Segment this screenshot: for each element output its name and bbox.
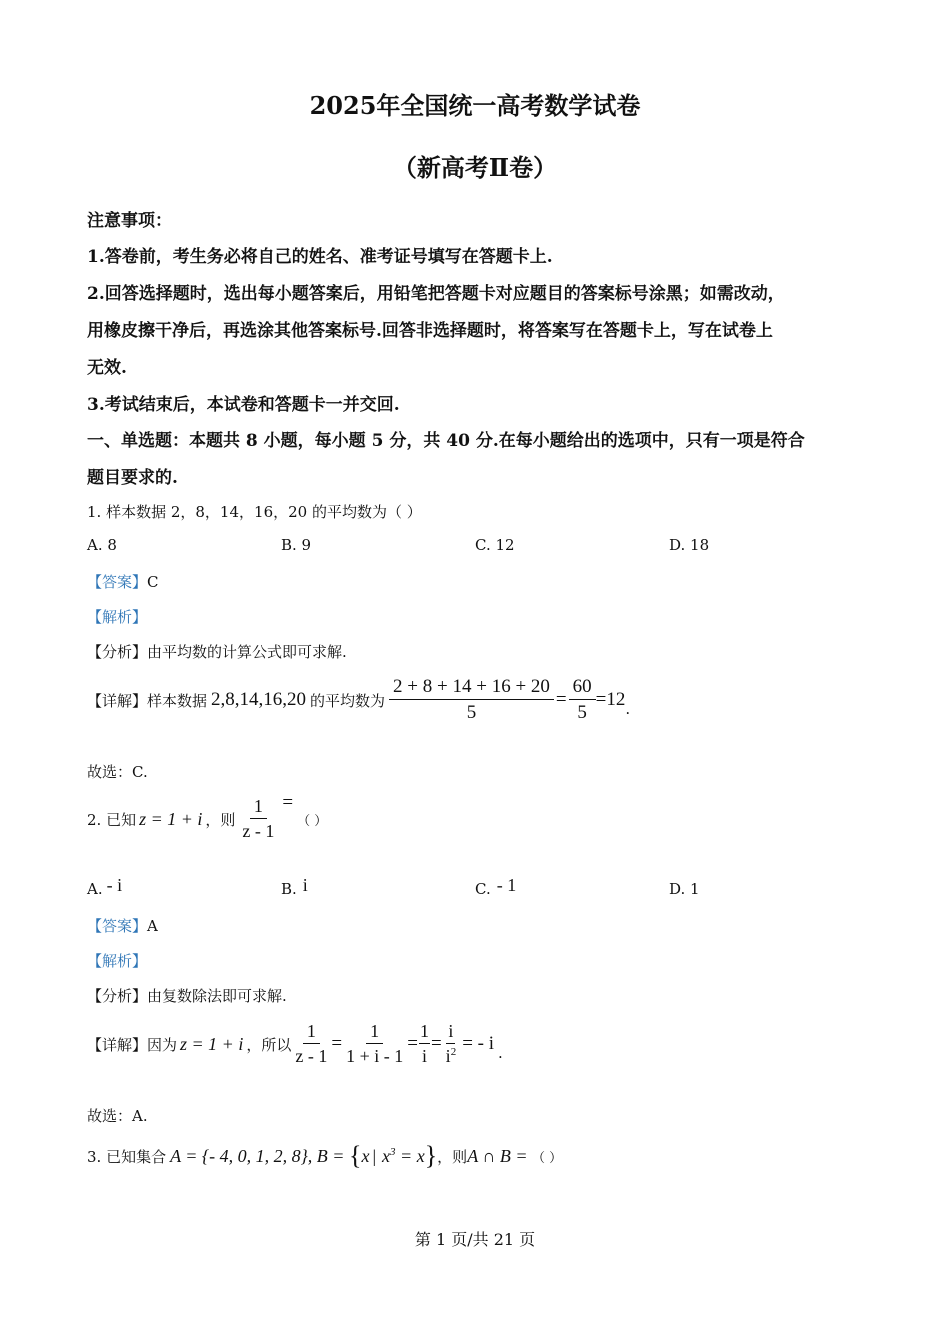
q2-detail (87, 1016, 503, 1072)
q1-fenxi (87, 641, 347, 662)
fraction-numerator: 60 (569, 676, 596, 700)
detail-z: z = 1 + i (180, 1033, 244, 1054)
fenxi-text: 由平均数的计算公式即可求解. (147, 643, 347, 661)
choose-value: A. (132, 1107, 148, 1125)
fenxi-text: 由复数除法即可求解. (147, 987, 287, 1005)
option-label: A. (87, 880, 103, 898)
q3-stem (87, 1136, 562, 1176)
page-title: 2025年全国统一高考数学试卷 (309, 91, 641, 120)
q1-fraction-sum (389, 676, 554, 724)
q3-set-a: A = {- 4, 0, 1, 2, 8}, B = (170, 1145, 349, 1166)
q2-answer (87, 915, 158, 936)
q1-choose (87, 761, 148, 782)
q2-stem-prefix: 2. 已知 (87, 810, 137, 829)
q3-set-b-open: { (348, 1141, 362, 1170)
fraction-numerator: 1 (250, 796, 267, 819)
fraction-numerator: 2 + 8 + 14 + 16 + 20 (389, 676, 554, 700)
q1-stem: 1. 样本数据 2，8，14，16，20 的平均数为（ ） (87, 503, 422, 521)
section-heading-line-1: 一、单选题：本题共 8 小题，每小题 5 分，共 40 分.在每小题给出的选项中，只有一项是符合 (87, 431, 805, 451)
power-exponent: 2 (450, 1046, 457, 1058)
q1-fraction-result (569, 676, 596, 724)
q3-intersection: A ∩ B = (467, 1145, 532, 1166)
choose-value: C. (132, 763, 148, 781)
option-label: B. (281, 880, 297, 898)
equals-sign: = (282, 792, 294, 813)
notice-heading: 注意事项： (87, 211, 172, 231)
q3-stem-mid: ，则 (437, 1147, 468, 1166)
option-value: i (302, 875, 308, 895)
detail-period: . (625, 700, 631, 718)
detail-label: 【详解】 (87, 1035, 148, 1054)
fraction-denominator: z - 1 (295, 1046, 328, 1066)
fenxi-label: 【分析】 (87, 643, 148, 661)
q2-option-c (475, 875, 517, 899)
notice-item-3: 3.考试结束后，本试卷和答题卡一并交回. (87, 395, 400, 415)
fraction-denominator: z - 1 (242, 821, 275, 841)
q3-set-b-condition (382, 1146, 425, 1167)
section-heading-line-2: 题目要求的. (87, 468, 178, 488)
q1-option-b: B. 9 (281, 536, 312, 554)
q2-fraction-2 (342, 1021, 407, 1066)
q1-option-c: C. 12 (475, 536, 515, 554)
option-value: - i (106, 875, 123, 895)
option-label: C. (475, 880, 491, 898)
detail-data: 2,8,14,16,20 (211, 689, 307, 710)
answer-label: 【答案】 (87, 917, 148, 935)
answer-value: A (147, 917, 158, 935)
q3-stem-paren: （ ） (532, 1150, 563, 1166)
fraction-denominator: 5 (577, 702, 587, 723)
q1-answer (87, 571, 159, 592)
equals-sign: = (331, 1033, 343, 1054)
q3-set-b-var: x (361, 1145, 370, 1166)
notice-item-2-line-3: 无效. (87, 358, 127, 378)
q3-set-b-close: } (424, 1141, 438, 1170)
q2-option-b (281, 875, 308, 899)
fraction-denominator (442, 1044, 461, 1067)
equals-sign: = (430, 1033, 442, 1054)
condition-rest: = x (395, 1145, 425, 1166)
choose-label: 故选： (87, 763, 133, 781)
q2-option-a (87, 875, 123, 899)
fraction-denominator: 1 + i - 1 (346, 1046, 404, 1066)
q1-detail (87, 672, 630, 728)
answer-value: C (147, 573, 159, 591)
detail-prefix: 样本数据 (147, 691, 208, 710)
notice-item-2-line-1: 2.回答选择题时，选出每小题答案后，用铅笔把答题卡对应题目的答案标号涂黑；如需改动， (87, 284, 785, 304)
equals-sign: = (555, 689, 567, 710)
q2-fraction-1 (291, 1021, 331, 1066)
q3-set-b-bar: | (372, 1145, 377, 1166)
q2-z-definition: z = 1 + i (139, 808, 203, 829)
q2-fenxi (87, 985, 287, 1006)
fraction-numerator: 1 (303, 1021, 320, 1044)
fraction-numerator: 1 (366, 1021, 383, 1044)
power-exponent: 3 (390, 1145, 396, 1158)
option-value: - 1 (496, 875, 517, 895)
q2-choose (87, 1105, 148, 1126)
detail-mid: ，所以 (246, 1035, 292, 1054)
notice-item-2-line-2: 用橡皮擦干净后，再选涂其他答案标号.回答非选择题时，将答案写在答题卡上，写在试卷上 (87, 321, 773, 341)
detail-mid: 的平均数为 (310, 691, 386, 710)
q2-result: = - i (462, 1033, 495, 1054)
notice-item-1: 1.答卷前，考生务必将自己的姓名、准考证号填写在答题卡上. (87, 247, 553, 267)
detail-period: . (498, 1044, 503, 1062)
fraction-denominator: 5 (466, 702, 477, 723)
q1-option-a: A. 8 (87, 536, 117, 554)
choose-label: 故选： (87, 1107, 133, 1125)
q1-analysis-label: 【解析】 (87, 608, 148, 626)
q3-stem-prefix: 3. 已知集合 (87, 1147, 167, 1166)
q2-fraction-3 (418, 1021, 431, 1066)
q2-stem (87, 792, 327, 846)
q1-result: =12 (595, 689, 626, 710)
detail-label: 【详解】 (87, 691, 148, 710)
q2-stem-paren: （ ） (297, 813, 328, 829)
fraction-denominator: i (421, 1046, 427, 1066)
answer-label: 【答案】 (87, 573, 148, 591)
equals-sign: = (407, 1033, 418, 1054)
q2-stem-fraction (238, 796, 278, 841)
q1-option-d: D. 18 (669, 536, 710, 554)
page-subtitle: （新高考Ⅱ卷） (392, 153, 558, 182)
detail-prefix: 因为 (147, 1035, 178, 1054)
fraction-numerator: i (446, 1021, 455, 1044)
fraction-numerator: 1 (419, 1021, 430, 1044)
q2-stem-mid: ，则 (205, 810, 236, 829)
page-number: 第 1 页/共 21 页 (414, 1230, 536, 1249)
power-base: i (445, 1046, 451, 1066)
fenxi-label: 【分析】 (87, 987, 148, 1005)
power-base: x (382, 1145, 391, 1166)
q2-analysis-label: 【解析】 (87, 952, 148, 970)
q2-option-d: D. 1 (669, 880, 700, 898)
q2-fraction-4 (442, 1021, 461, 1066)
